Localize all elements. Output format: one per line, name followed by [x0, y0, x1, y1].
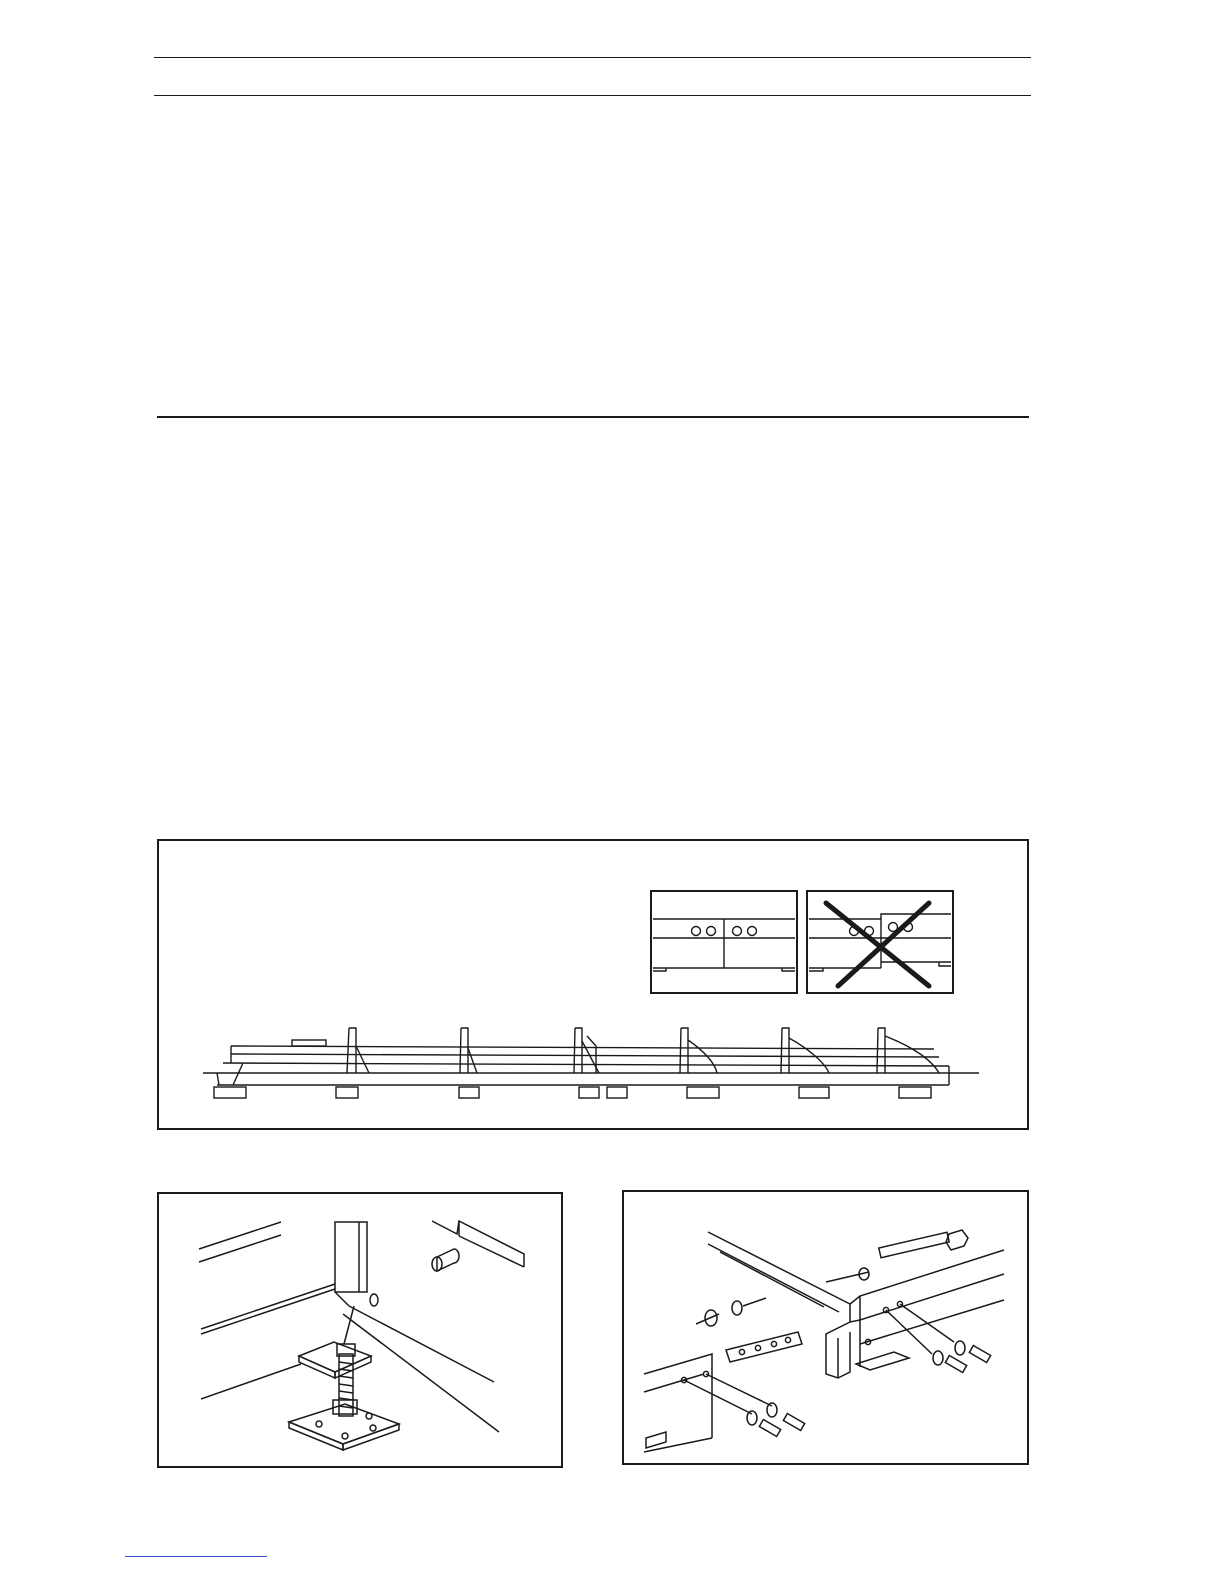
- header-bottom-rule: [154, 95, 1031, 96]
- rail-frame: [203, 1028, 979, 1098]
- rail-joint-drawing: [624, 1192, 1031, 1467]
- leveling-foot-figure: [157, 1192, 563, 1468]
- rail-joint-figure: [622, 1190, 1029, 1465]
- rail-layout-drawing: [159, 841, 1031, 1132]
- inset-incorrect-joint: [807, 891, 953, 993]
- rail-layout-figure: [157, 839, 1029, 1130]
- leveling-foot-drawing: [159, 1194, 565, 1470]
- footnote-link-underline: [125, 1556, 267, 1557]
- header-top-rule: [154, 57, 1031, 58]
- inset-correct-joint: [651, 891, 797, 993]
- section-divider: [157, 416, 1029, 418]
